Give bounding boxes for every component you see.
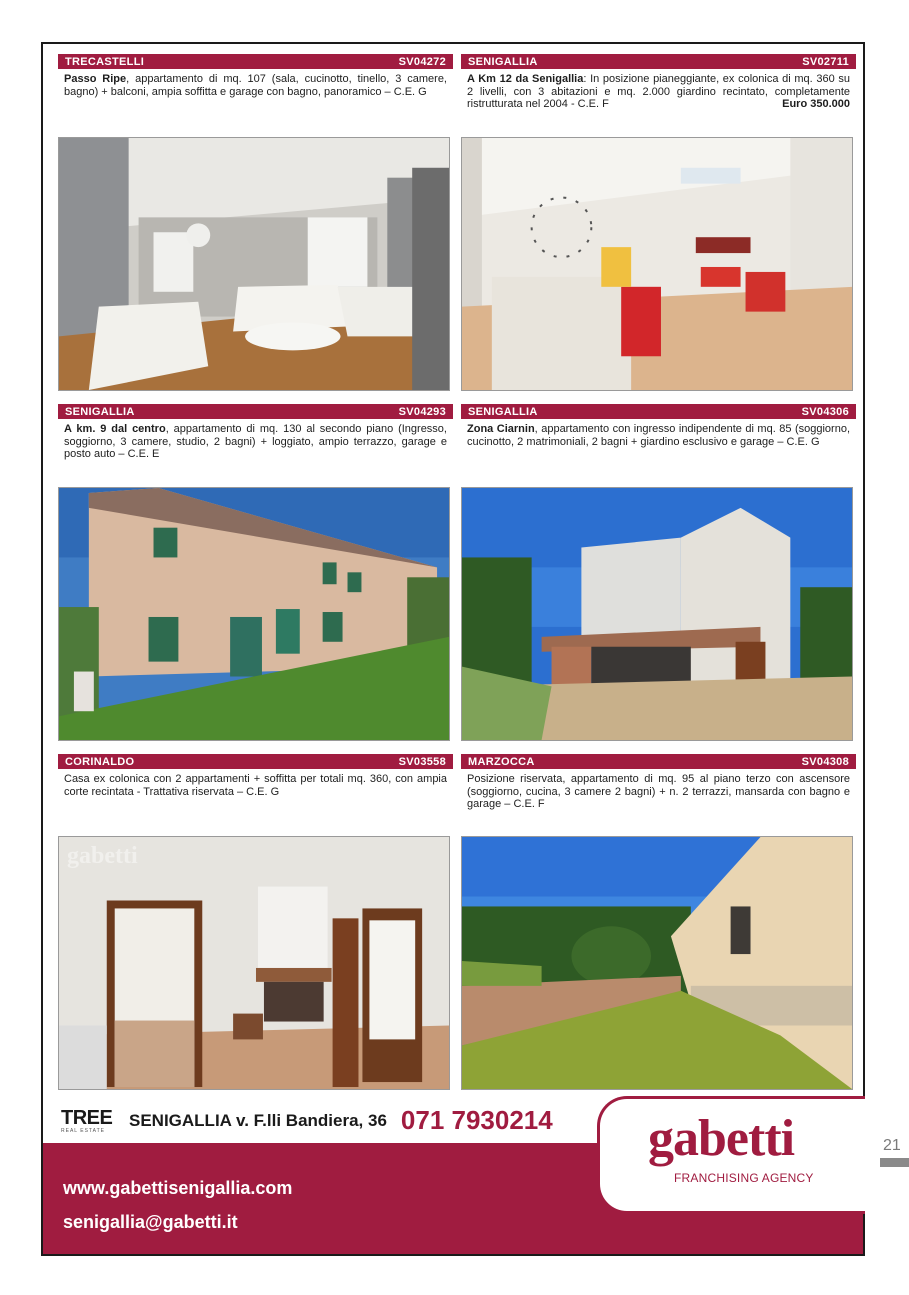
listing-text: Casa ex colonica con 2 appartamenti + soffitta per totali mq. 360, con ampia corte recintata - Trattativa riservata – C.E. G <box>64 773 447 798</box>
page-number: 21 <box>883 1137 901 1154</box>
listing-header <box>461 54 856 69</box>
listing-card <box>461 404 856 475</box>
office-phone[interactable]: 071 7930214 <box>400 1105 553 1135</box>
listing-lead: A Km 12 da Senigallia <box>467 73 584 85</box>
listing-header <box>461 754 856 769</box>
listing-town: MARZOCCA <box>468 755 535 768</box>
listing-photo-living-room <box>58 137 450 391</box>
listing-header <box>58 754 453 769</box>
listing-text: Posizione riservata, appartamento di mq. 95 al piano terzo con ascensore (soggiorno, cucina, 3 camere 2 bagni) + n. 2 terrazzi, mansarda con bagno e garage – C.E. F <box>467 773 850 810</box>
gabetti-logo <box>597 1096 865 1214</box>
tree-logo-subtitle: REAL ESTATE <box>61 1127 105 1134</box>
office-address: SENIGALLIA v. F.lli Bandiera, 36 <box>129 1110 387 1130</box>
listing-header <box>461 404 856 419</box>
listing-text: : In posizione pianeggiante, ex colonica di mq. 360 su 2 livelli, con 3 abitazioni e mq. 2.000 giardino recintato, completamente ristrutturata nel 2004 - C.E. F <box>467 73 850 110</box>
listing-description <box>461 769 856 825</box>
office-contact <box>61 1098 601 1143</box>
listing-card <box>461 54 856 125</box>
listing-code: SV02711 <box>802 55 849 68</box>
listing-description <box>58 69 453 125</box>
page-tab-marker <box>880 1158 909 1167</box>
listing-text: , appartamento di mq. 107 (sala, cucinotto, tinello, 3 camere, bagno) + balconi, ampia soffitta e garage con bagno, panoramico – C.E. G <box>64 73 447 98</box>
listing-code: SV04272 <box>398 55 446 68</box>
listing-card <box>58 54 453 125</box>
email-link[interactable]: senigallia@gabetti.it <box>63 1212 238 1232</box>
listing-price: Euro 350.000 <box>782 98 850 110</box>
listing-card <box>58 754 453 825</box>
listing-card <box>461 754 856 825</box>
listing-town: TRECASTELLI <box>65 55 145 68</box>
listing-description <box>58 769 453 825</box>
listing-photo-fireplace <box>58 836 450 1090</box>
listing-text: , appartamento di mq. 130 al secondo piano (Ingresso, soggiorno, 3 camere, studio, 2 bagni) + loggiato, ampio terrazzo, garage e posto auto – C.E. E <box>64 423 447 460</box>
listing-town: SENIGALLIA <box>65 405 135 418</box>
listing-town: SENIGALLIA <box>468 405 538 418</box>
listing-lead: Zona Ciarnin <box>467 423 535 435</box>
listing-header <box>58 404 453 419</box>
listing-lead: A km. 9 dal centro <box>64 423 166 435</box>
listing-description <box>461 419 856 475</box>
listing-text: , appartamento con ingresso indipendente di mq. 85 (soggiorno, cucinotto, 2 matrimoniali, 2 bagni + giardino esclusivo e garage – C.E. G <box>467 423 850 448</box>
tree-logo-word: TREE <box>61 1106 113 1129</box>
tree-real-estate-logo <box>61 1102 113 1140</box>
listing-description <box>58 419 453 475</box>
listing-photo-garden <box>461 836 853 1090</box>
listing-lead: Passo Ripe <box>64 73 127 85</box>
photo-watermark: gabetti <box>67 843 138 869</box>
listing-code: SV04308 <box>801 755 849 768</box>
listing-town: CORINALDO <box>65 755 135 768</box>
listing-photo-kitchen <box>461 137 853 391</box>
listing-code: SV04293 <box>398 405 446 418</box>
website-link[interactable]: www.gabettisenigallia.com <box>63 1178 293 1198</box>
gabetti-logo-tagline: FRANCHISING AGENCY <box>674 1171 814 1185</box>
listing-town: SENIGALLIA <box>468 55 538 68</box>
gabetti-logo-word: gabetti <box>648 1110 795 1167</box>
listing-card <box>58 404 453 475</box>
listing-code: SV04306 <box>801 405 849 418</box>
listing-header <box>58 54 453 69</box>
listing-description <box>461 69 856 125</box>
listing-photo-house <box>461 487 853 741</box>
listing-code: SV03558 <box>398 755 446 768</box>
listing-photo-farmhouse <box>58 487 450 741</box>
